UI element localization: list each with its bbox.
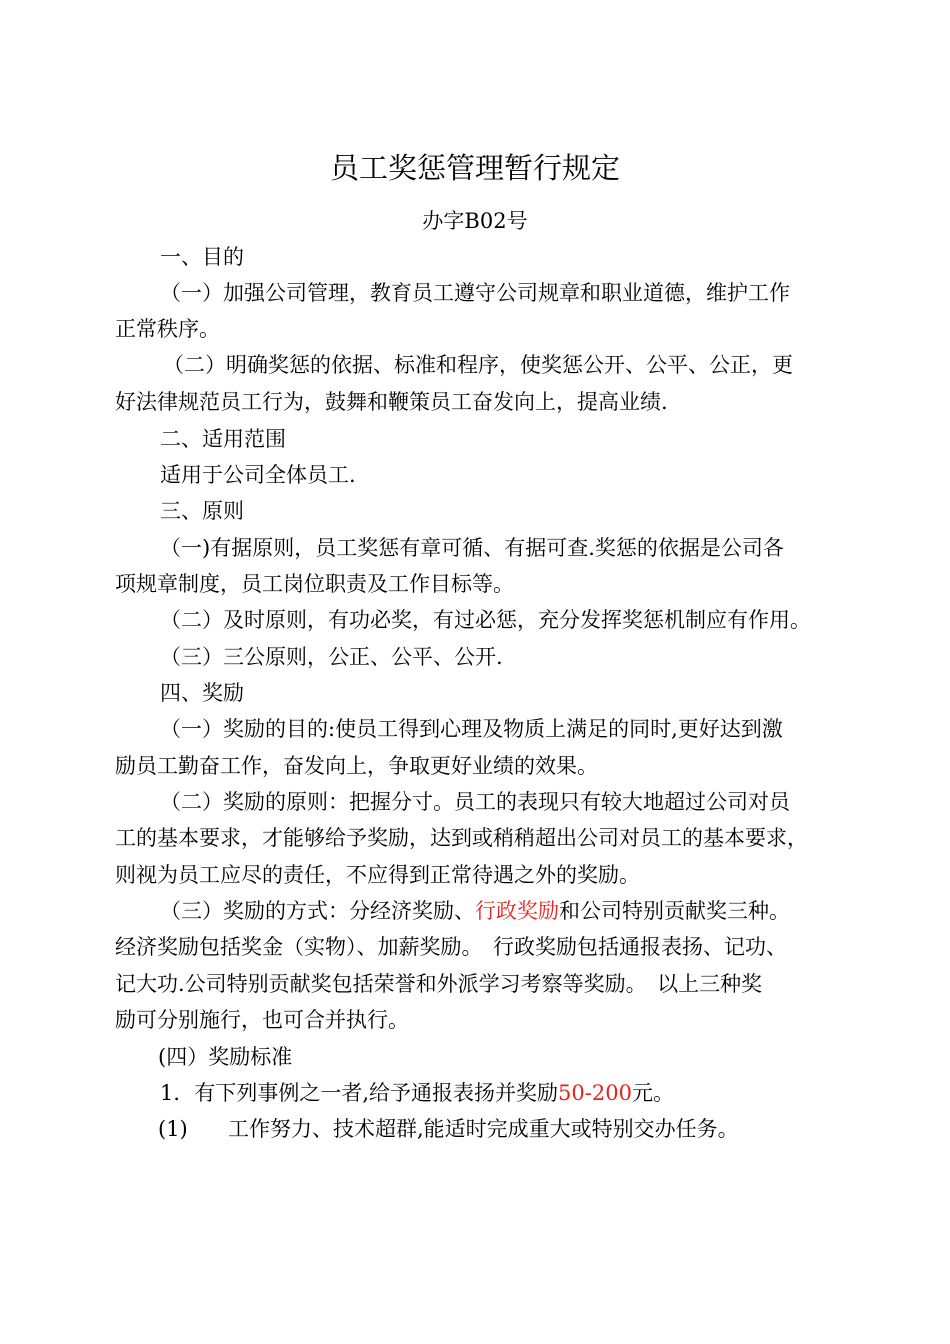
paragraph-line: （一）奖励的目的:使员工得到心理及物质上满足的同时,更好达到激: [160, 717, 783, 741]
paragraph-line-reward-methods: [160, 894, 790, 928]
paragraph-line: （二）明确奖惩的依据、标准和程序，使奖惩公开、公平、公正，更: [163, 353, 793, 377]
paragraph-line: 经济奖励包括奖金（实物）、加薪奖励。 行政奖励包括通报表扬、记功、: [115, 935, 787, 959]
paragraph-line: 则视为员工应尽的责任，不应得到正常待遇之外的奖励。: [115, 863, 640, 887]
paragraph-line: 项规章制度，员工岗位职责及工作目标等。: [115, 572, 514, 596]
highlighted-text: 行政奖励: [475, 899, 559, 923]
list-item-text: 工作努力、技术超群,能适时完成重大或特别交办任务。: [228, 1117, 739, 1141]
paragraph-line: （一）加强公司管理，教育员工遵守公司规章和职业道德，维护工作: [160, 281, 790, 305]
text-segment: 1．有下列事例之一者,给予通报表扬并奖励: [160, 1081, 559, 1105]
text-segment: （三）奖励的方式：分经济奖励、: [160, 899, 475, 923]
paragraph-line: 工的基本要求，才能够给予奖励，达到或稍稍超出公司对员工的基本要求，: [115, 826, 808, 850]
paragraph-line: 适用于公司全体员工.: [160, 463, 356, 487]
section-heading-purpose: 一、目的: [160, 245, 244, 269]
section-heading-principles: 三、原则: [160, 499, 244, 523]
paragraph-line: （二）奖励的原则：把握分寸。员工的表现只有较大地超过公司对员: [160, 790, 790, 814]
subsection-heading-reward-standards: (四）奖励标准: [158, 1045, 293, 1069]
document-number: 办字B02号: [422, 209, 528, 233]
section-heading-scope: 二、适用范围: [160, 427, 286, 451]
paragraph-line: 正常秩序。: [115, 317, 220, 341]
paragraph-line-reward-amount: [160, 1076, 674, 1110]
paragraph-line: 励可分别施行，也可合并执行。: [115, 1008, 409, 1032]
paragraph-line: 好法律规范员工行为，鼓舞和鞭策员工奋发向上，提高业绩.: [115, 390, 668, 414]
text-segment: 和公司特别贡献奖三种。: [559, 899, 790, 923]
document-title: 员工奖惩管理暂行规定: [329, 151, 620, 185]
paragraph-line: 记大功.公司特别贡献奖包括荣誉和外派学习考察等奖励。 以上三种奖: [115, 972, 763, 996]
paragraph-line: （三）三公原则，公正、公平、公开.: [160, 645, 503, 669]
paragraph-line: （一)有据原则，员工奖惩有章可循、有据可查.奖惩的依据是公司各: [160, 536, 784, 560]
paragraph-line: 励员工勤奋工作，奋发向上，争取更好业绩的效果。: [115, 754, 598, 778]
paragraph-line: （二）及时原则，有功必奖，有过必惩，充分发挥奖惩机制应有作用。: [160, 608, 811, 632]
text-segment: 元。: [631, 1081, 674, 1105]
section-heading-rewards: 四、奖励: [160, 681, 244, 705]
list-item-number: (1): [158, 1117, 188, 1141]
highlighted-amount: 50-200: [558, 1081, 632, 1105]
